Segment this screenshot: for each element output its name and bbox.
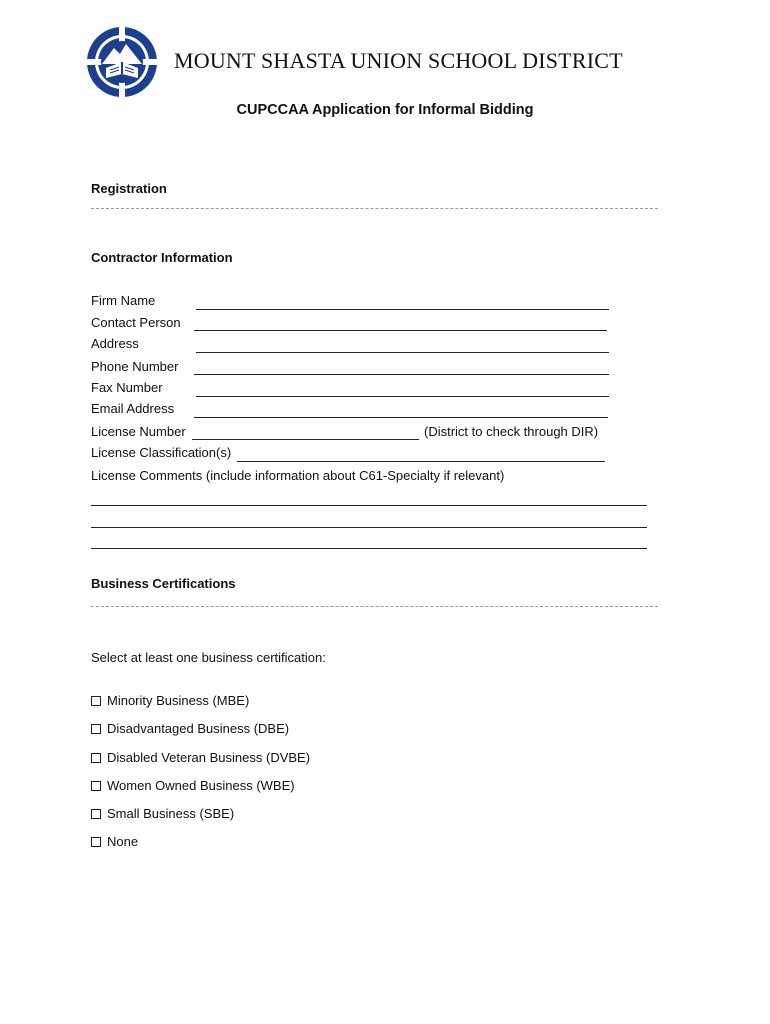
fax-number-label: Fax Number: [91, 380, 163, 395]
document-title: CUPCCAA Application for Informal Bidding: [236, 102, 534, 118]
section-divider: [91, 606, 658, 607]
checkbox-icon[interactable]: [91, 781, 101, 791]
contact-person-field[interactable]: [194, 330, 607, 331]
checkbox-icon[interactable]: [91, 809, 101, 819]
license-number-note: (District to check through DIR): [424, 424, 599, 439]
district-name: MOUNT SHASTA UNION SCHOOL DISTRICT: [174, 48, 623, 73]
checkbox-icon[interactable]: [91, 696, 101, 706]
certifications-heading: Business Certifications: [91, 576, 236, 591]
license-comments-line-1[interactable]: [91, 505, 647, 506]
license-comments-line-3[interactable]: [91, 548, 647, 549]
certification-option-label: Disabled Veteran Business (DVBE): [107, 750, 311, 765]
checkbox-icon[interactable]: [91, 724, 101, 734]
checkbox-icon[interactable]: [91, 753, 101, 763]
address-label: Address: [91, 336, 139, 351]
license-number-field[interactable]: [192, 439, 419, 440]
license-comments-label: License Comments (include information about C61-Specialty if relevant): [91, 468, 505, 483]
email-address-label: Email Address: [91, 401, 175, 416]
license-classification-field[interactable]: [237, 461, 605, 462]
certification-option-sbe[interactable]: [91, 806, 234, 821]
contractor-heading: Contractor Information: [91, 250, 233, 265]
certification-option-label: Disadvantaged Business (DBE): [107, 721, 290, 736]
phone-number-label: Phone Number: [91, 359, 179, 374]
firm-name-field[interactable]: [196, 309, 609, 310]
email-address-field[interactable]: [194, 417, 608, 418]
checkbox-icon[interactable]: [91, 837, 101, 847]
certification-option-label: Minority Business (MBE): [107, 693, 250, 708]
license-classification-label: License Classification(s): [91, 445, 232, 460]
certification-option-label: Women Owned Business (WBE): [107, 778, 295, 793]
license-comments-line-2[interactable]: [91, 527, 647, 528]
contact-person-label: Contact Person: [91, 315, 181, 330]
certification-option-dbe[interactable]: [91, 721, 289, 736]
certification-option-dvbe[interactable]: [91, 750, 310, 765]
registration-heading: Registration: [91, 181, 167, 196]
address-field[interactable]: [196, 352, 609, 353]
certification-option-mbe[interactable]: [91, 693, 249, 708]
fax-number-field[interactable]: [196, 396, 609, 397]
certification-option-none[interactable]: [91, 834, 138, 849]
certification-option-label: None: [107, 834, 139, 849]
certification-option-wbe[interactable]: [91, 778, 295, 793]
section-divider: [91, 208, 658, 209]
district-seal-icon: [86, 26, 158, 98]
certification-instruction: Select at least one business certification:: [91, 650, 326, 665]
license-number-label: License Number: [91, 424, 186, 439]
phone-number-field[interactable]: [194, 374, 609, 375]
certification-option-label: Small Business (SBE): [107, 806, 235, 821]
firm-name-label: Firm Name: [91, 293, 156, 308]
